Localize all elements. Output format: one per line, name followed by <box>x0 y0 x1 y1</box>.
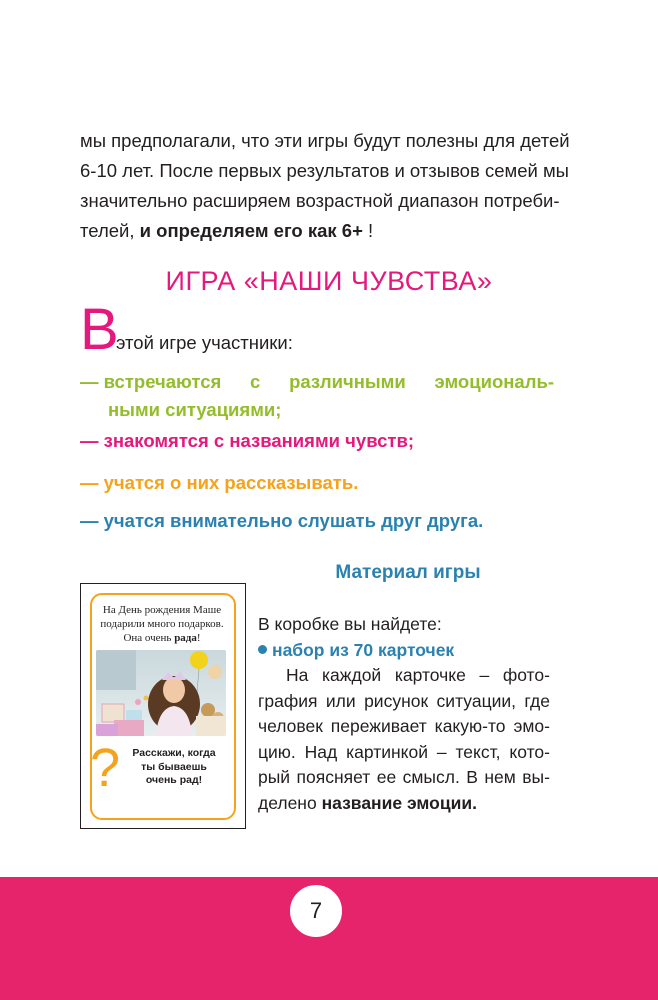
word: — встречаются <box>80 371 222 392</box>
word: рый <box>258 767 291 787</box>
card-emotion-word: рада <box>174 632 197 644</box>
word: человек <box>258 716 323 736</box>
word: На <box>286 665 309 685</box>
word: В <box>466 767 478 787</box>
emotion-name-emphasis: название эмоции. <box>321 792 477 813</box>
intro-line: 6-10 лет. После первых результатов и отзывов семей мы <box>80 160 569 181</box>
card-caption <box>92 603 232 645</box>
card-question-line <box>120 774 228 788</box>
word: поясняет <box>296 767 371 787</box>
intro-paragraph <box>80 126 580 246</box>
word: рисунок <box>364 690 429 711</box>
body-line <box>258 765 550 791</box>
word: переживает <box>330 716 427 736</box>
page-number: 7 <box>288 883 344 939</box>
drop-cap: В <box>80 297 119 362</box>
body-line: В коробке вы найдете: <box>258 614 442 634</box>
bullet-dot-icon <box>258 645 267 654</box>
intro-text: ! <box>362 220 374 241</box>
card-text: ! <box>198 774 203 786</box>
bullet-feeling-names: — знакомятся с названиями чувств; <box>80 430 414 451</box>
lead-text: этой игре участники: <box>116 332 293 353</box>
material-title: Материал игры <box>335 562 481 583</box>
bullet-line <box>80 368 554 396</box>
word: карточке <box>394 665 466 685</box>
intro-line <box>80 216 580 246</box>
word: какую-то <box>434 716 506 736</box>
card-text: ! <box>196 632 201 644</box>
intro-age-emphasis: и определяем его как 6+ <box>139 220 363 241</box>
question-mark-icon: ? <box>90 738 121 798</box>
word: – <box>479 665 490 685</box>
word: или <box>325 690 356 711</box>
word: ситуации, <box>436 690 517 711</box>
body-line <box>258 740 550 766</box>
word: цию. <box>258 741 296 762</box>
word: с <box>250 371 261 392</box>
word: эмоциональ- <box>434 371 554 392</box>
word: эмо- <box>513 716 550 736</box>
card-caption-line: На День рождения Маше <box>102 604 222 616</box>
card-text: очень <box>145 774 180 786</box>
word: Над <box>304 741 338 762</box>
body-line <box>258 689 550 715</box>
word: вы- <box>522 767 550 787</box>
word: ее <box>376 767 397 787</box>
body-line <box>258 714 550 740</box>
word: где <box>524 690 550 711</box>
card-caption-line <box>92 631 232 645</box>
bullet-text: набор из 70 карточек <box>272 639 455 660</box>
card-text: Она очень <box>123 632 175 644</box>
word: фото- <box>502 665 550 685</box>
bullet-line: ными ситуациями; <box>108 399 282 420</box>
word: графия <box>258 690 318 711</box>
body-bullet <box>258 638 550 664</box>
card-question <box>120 747 228 788</box>
body-text: делено <box>258 792 322 813</box>
card-question-line: ты бываешь <box>141 760 207 773</box>
section-title: ИГРА «НАШИ ЧУВСТВА» <box>165 266 493 296</box>
bullet-emotional-situations <box>80 368 554 424</box>
bullet-learn-to-tell: — учатся о них рассказывать. <box>80 472 359 493</box>
bullet-listen: — учатся внимательно слушать друг друга. <box>80 510 484 531</box>
body-line <box>258 663 550 689</box>
card-caption-line: подарили много подарков. <box>100 618 224 630</box>
word: смысл. <box>402 767 460 787</box>
word: кото- <box>509 741 550 762</box>
word: нем <box>484 767 516 787</box>
card-photo <box>96 650 226 736</box>
intro-line: мы предполагали, что эти игры будут полезны для детей <box>80 130 570 151</box>
word: различными <box>289 371 406 392</box>
material-description <box>258 612 550 816</box>
word: текст, <box>455 741 501 762</box>
word: каждой <box>322 665 382 685</box>
intro-line: значительно расширяем возрастной диапазон потреби- <box>80 190 560 211</box>
intro-text: телей, <box>80 220 140 241</box>
card-emotion-word: рад <box>179 774 199 786</box>
card-question-line: Расскажи, когда <box>132 747 216 759</box>
birthday-girl-photo <box>96 650 226 736</box>
body-line <box>258 791 550 817</box>
word: картинкой <box>346 741 429 762</box>
word: – <box>436 741 447 762</box>
